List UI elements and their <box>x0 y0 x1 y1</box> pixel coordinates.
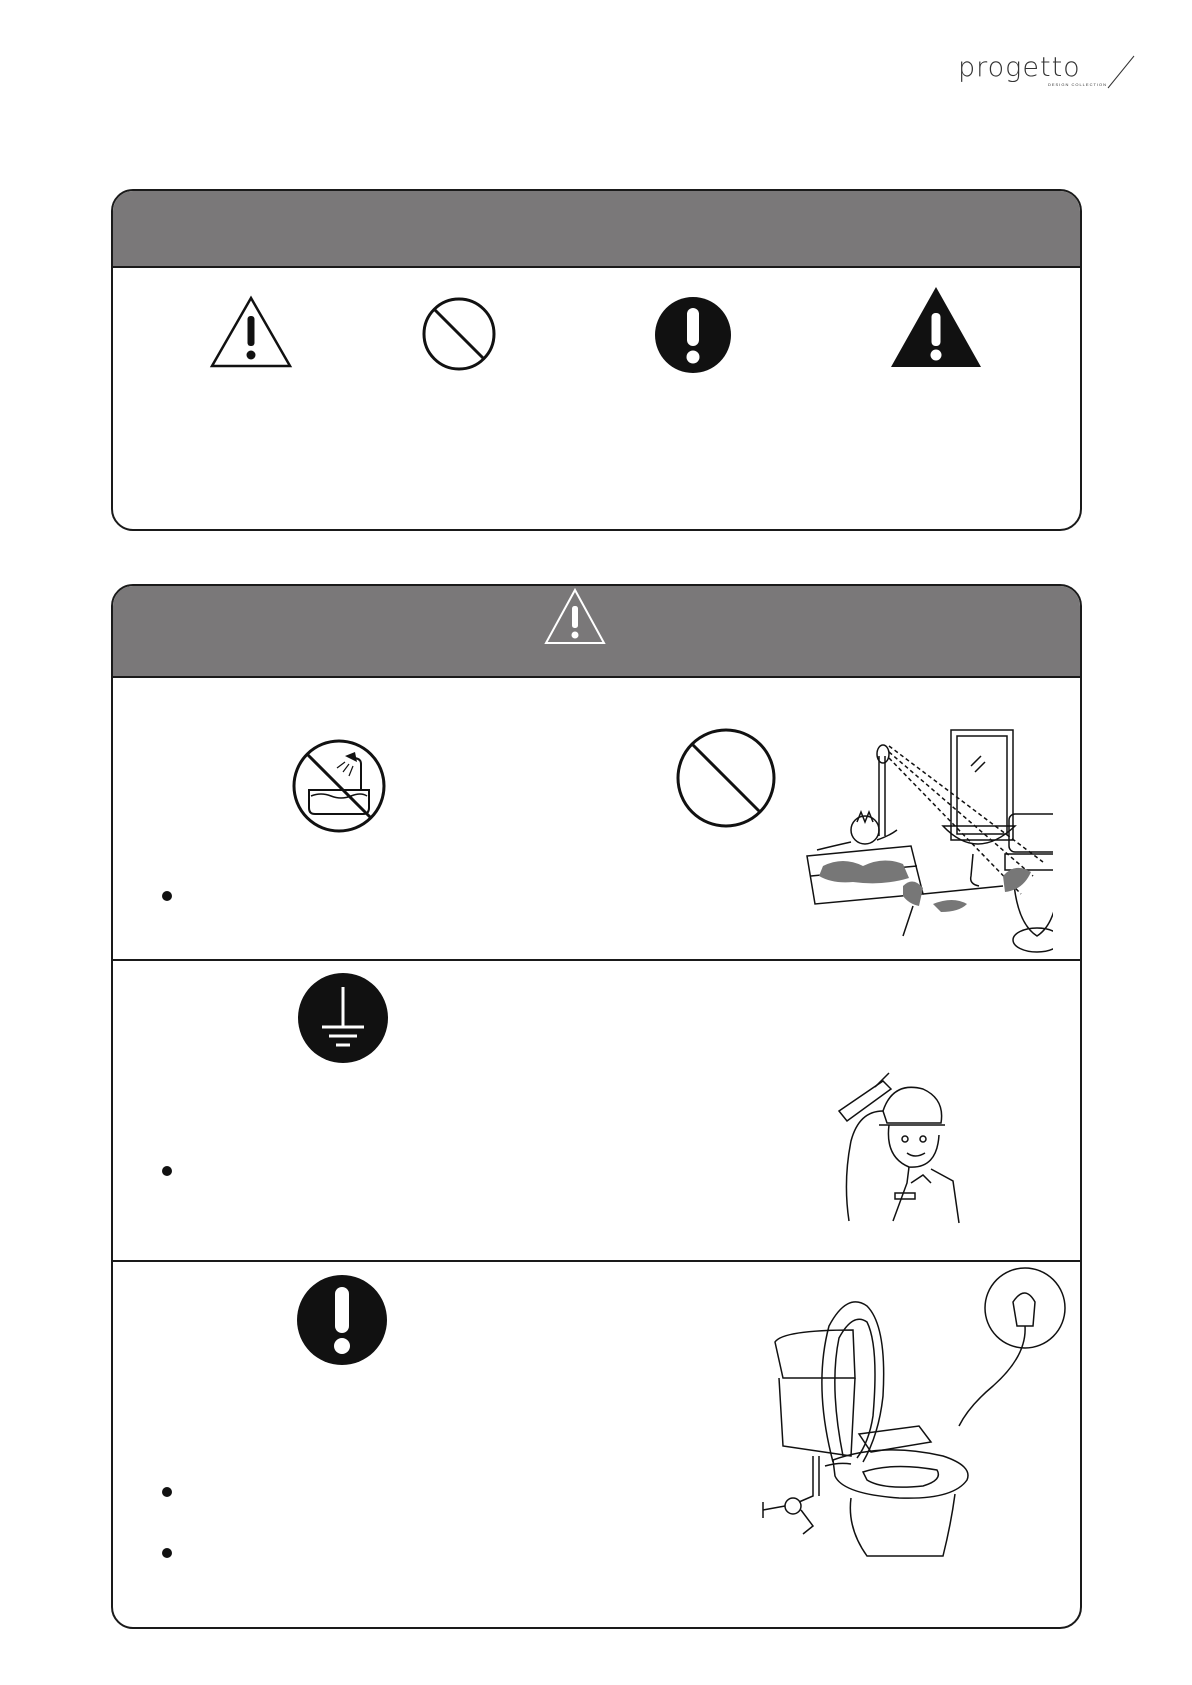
warning-outline-icon <box>544 587 606 647</box>
toilet-seat-illustration <box>743 1266 1073 1566</box>
bullet-point <box>162 1166 172 1176</box>
warning-panel-header <box>113 586 1080 678</box>
prohibited-icon <box>421 296 497 372</box>
mandatory-icon <box>654 296 732 374</box>
technician-illustration <box>813 1071 963 1231</box>
brand-logo <box>958 52 1138 92</box>
bullet-point <box>162 1487 172 1497</box>
bullet-point <box>162 891 172 901</box>
section-divider <box>113 1260 1080 1262</box>
brand-tagline: DESIGN COLLECTION <box>1048 82 1108 87</box>
mandatory-icon <box>295 1273 389 1367</box>
logo-slash-mark <box>958 52 1138 92</box>
symbol-legend-panel <box>111 189 1082 531</box>
no-bathroom-water-icon <box>291 738 387 834</box>
section-divider <box>113 959 1080 961</box>
danger-filled-icon <box>889 285 983 369</box>
warning-outline-icon <box>209 294 293 370</box>
bullet-point <box>162 1548 172 1558</box>
warning-panel <box>111 584 1082 1629</box>
bathroom-illustration <box>753 726 1053 956</box>
ground-icon <box>296 971 390 1065</box>
brand-name: progetto <box>958 52 1081 83</box>
legend-panel-header <box>113 191 1080 268</box>
